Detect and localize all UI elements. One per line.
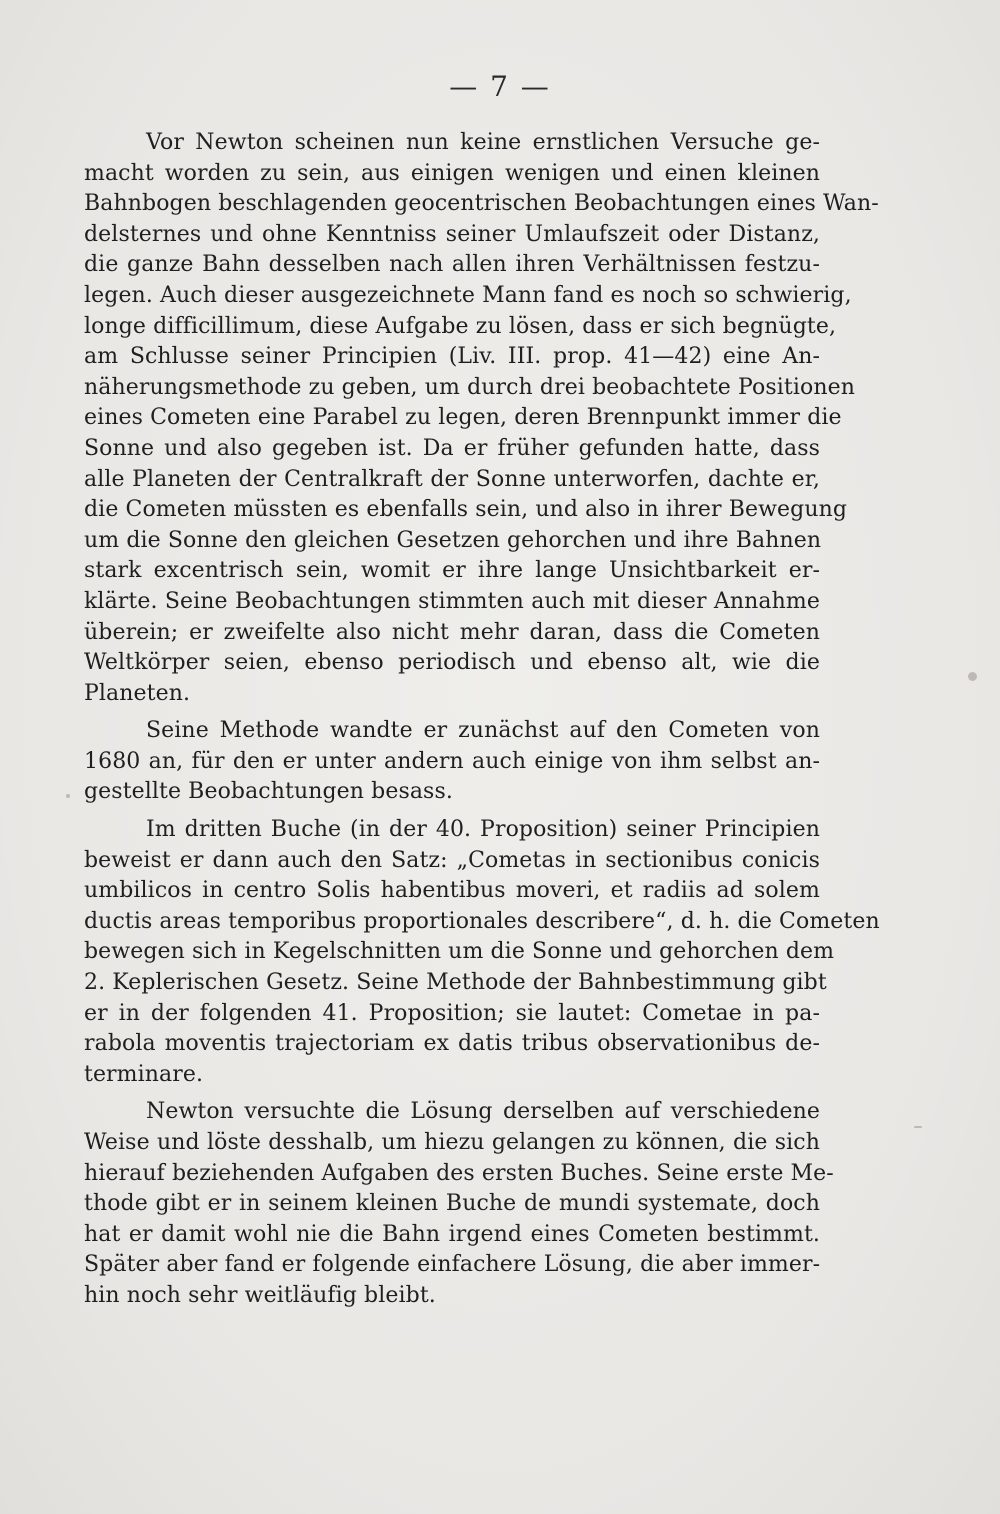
text-line: beweist er dann auch den Satz: „Cometas in sectionibus conicis [84,847,820,873]
text-line: Weise und löste desshalb, um hiezu gelangen zu können, die sich [84,1130,820,1155]
paragraph-1 [84,128,879,709]
text-line: Später aber fand er folgende einfachere Lösung, die aber immer- [84,1252,821,1278]
paragraph-2 [84,716,820,808]
paper-speck [66,794,70,798]
text-line: 2. Keplerischen Gesetz. Seine Methode der Bahnbestimmung gibt [84,970,827,996]
text-line: legen. Auch dieser ausgezeichnete Mann fand es noch so schwierig, [84,282,852,308]
text-line: rabola moventis trajectoriam ex datis tribus observationibus de- [84,1031,820,1057]
body-text [84,128,880,1312]
text-line: die ganze Bahn desselben nach allen ihren Verhältnissen festzu- [84,252,820,278]
text-line: alle Planeten der Centralkraft der Sonne unterworfen, dachte er, [84,466,820,492]
text-line: um die Sonne den gleichen Gesetzen gehorchen und ihre Bahnen [84,527,822,553]
text-line: Vor Newton scheinen nun keine ernstlichen Versuche ge- [146,130,820,155]
text-line: delsternes und ohne Kenntniss seiner Umlaufszeit oder Distanz, [84,221,820,247]
text-line: Bahnbogen beschlagenden geocentrischen Beobachtungen eines Wan- [84,191,879,217]
text-line: hierauf beziehenden Aufgaben des ersten Buches. Seine erste Me- [84,1160,834,1186]
text-line: ductis areas temporibus proportionales describere“, d. h. die Cometen [84,908,880,934]
text-line: Planeten. [84,680,191,706]
text-line: überein; er zweifelte also nicht mehr daran, dass die Cometen [84,619,820,645]
text-line: gestellte Beobachtungen besass. [84,779,453,805]
text-line: longe difficillimum, diese Aufgabe zu lösen, dass er sich begnügte, [84,313,837,339]
text-line: am Schlusse seiner Principien (Liv. III. prop. 41—42) eine An- [84,344,820,370]
text-line: Seine Methode wandte er zunächst auf den Cometen von [146,718,820,744]
text-line: eines Cometen eine Parabel zu legen, deren Brennpunkt immer die [84,405,842,431]
text-line: stark excentrisch sein, womit er ihre lange Unsichtbarkeit er- [84,558,820,584]
text-line: 1680 an, für den er unter andern auch einige von ihm selbst an- [84,748,820,774]
text-line: näherungsmethode zu geben, um durch drei beobachtete Positionen [84,374,855,400]
text-line: Newton versuchte die Lösung derselben auf verschiedene [146,1099,820,1125]
text-line: terminare. [84,1061,204,1087]
text-line: Weltkörper seien, ebenso periodisch und ebenso alt, wie die [84,650,820,676]
text-line: Im dritten Buche (in der 40. Proposition) seiner Principien [146,817,820,843]
text-line: hin noch sehr weitläufig bleibt. [84,1282,436,1308]
text-line: Sonne und also gegeben ist. Da er früher gefunden hatte, dass [84,435,820,461]
text-line: die Cometen müssten es ebenfalls sein, und also in ihrer Bewegung [84,497,848,523]
paper-speck [914,1126,922,1128]
text-line: klärte. Seine Beobachtungen stimmten auch mit dieser Annahme [84,588,820,614]
paragraph-4 [84,1097,834,1311]
text-line: er in der folgenden 41. Proposition; sie lautet: Cometae in pa- [84,1000,820,1026]
text-line: umbilicos in centro Solis habentibus moveri, et radiis ad solem [84,878,820,904]
text-line: thode gibt er in seinem kleinen Buche de mundi systemate, doch [84,1191,820,1217]
text-line: bewegen sich in Kegelschnitten um die Sonne und gehorchen dem [84,939,835,965]
text-line: macht worden zu sein, aus einigen wenigen und einen kleinen [84,160,820,186]
paper-speck [968,672,977,681]
page-number: — 7 — [449,70,551,103]
text-line: hat er damit wohl nie die Bahn irgend eines Cometen bestimmt. [84,1221,820,1247]
paragraph-3 [84,815,880,1090]
